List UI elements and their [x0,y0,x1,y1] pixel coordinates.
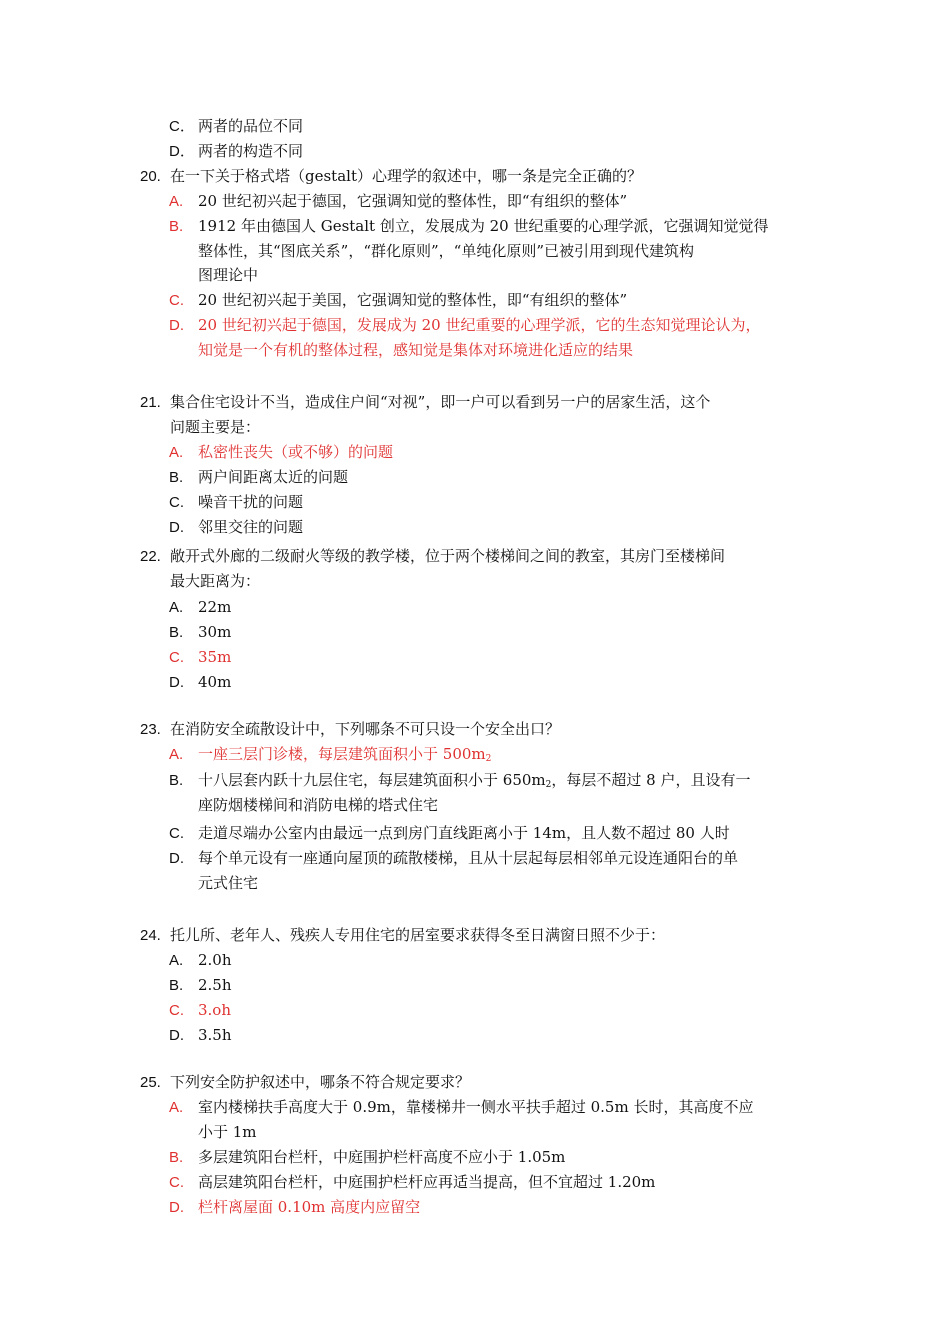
option-label: C． [169,118,195,135]
question-number: 23. [140,721,161,738]
answer-option [169,116,303,137]
option-text: 2.5h [198,976,232,994]
option-text: 35m [198,648,232,666]
option-text: 高层建筑阳台栏杆，中庭围护栏杆应再适当提高，但不宜超过 1.20m [198,1173,656,1191]
option-text: 40m [198,673,232,691]
option-label: A. [169,1099,184,1116]
answer-option [169,1147,565,1168]
option-label: D. [169,850,184,867]
option-label: C. [169,825,184,842]
question-text: 最大距离为： [170,572,261,590]
option-text: 每个单元设有一座通向屋顶的疏散楼梯，且从十层起每层相邻单元设连通阳台的单 [198,849,739,867]
answer-option [169,315,760,336]
option-text: 多层建筑阳台栏杆，中庭围护栏杆高度不应小于 1.05m [198,1148,566,1166]
option-label: B. [169,218,184,235]
question-text: 在一下关于格式塔（gestalt）心理学的叙述中，哪一条是完全正确的？ [170,167,642,185]
answer-option [169,191,627,212]
question-number: 25. [140,1074,161,1091]
option-continuation: 图理论中 [198,266,259,284]
answer-option [169,1197,420,1218]
option-label: A. [169,193,184,210]
option-label: A. [169,952,184,969]
question-line [140,1072,470,1093]
answer-option [169,290,627,311]
question-line [140,925,665,946]
option-text: 20 世纪初兴起于美国，它强调知觉的整体性，即“有组织的整体” [198,291,628,309]
option-label: D. [169,1199,184,1216]
answer-option [169,975,232,996]
question-text: 托儿所、老年人、残疾人专用住宅的居室要求获得冬至日满窗日照不少于： [170,926,666,944]
option-text-after: ，每层不超过 8 户，且设有一 [551,771,751,789]
option-text: 2.0h [198,951,232,969]
option-text: 20 世纪初兴起于德国，它强调知觉的整体性，即“有组织的整体” [198,192,628,210]
question-line [140,392,710,413]
answer-option [169,1025,232,1046]
option-label: C. [169,1174,184,1191]
question-number: 20. [140,168,161,185]
answer-option [169,823,730,844]
option-text: 栏杆离屋面 0.10m 高度内应留空 [198,1198,421,1216]
option-text: 十八层套内跃十九层住宅，每层建筑面积小于 650m [198,771,546,789]
option-label: A. [169,599,184,616]
answer-option [169,1097,753,1118]
question-continuation [140,417,260,437]
answer-option [169,770,750,795]
question-line [140,166,642,187]
question-text: 敞开式外廊的二级耐火等级的教学楼，位于两个楼梯间之间的教室，其房门至楼梯间 [170,547,726,565]
subscript: 2 [545,780,552,790]
option-text: 噪音干扰的问题 [198,493,304,511]
option-label: C. [169,494,184,511]
answer-option [169,517,303,538]
answer-option [169,848,738,869]
option-text: 1912 年由德国人 Gestalt 创立，发展成为 20 世纪重要的心理学派，它强调知觉觉得 [198,217,769,235]
option-label: B. [169,772,184,789]
question-continuation [140,571,260,591]
answer-option [169,597,231,618]
option-text: 两户间距离太近的问题 [198,468,349,486]
option-text: 走道尽端办公室内由最远一点到房门直线距离小于 14m，且人数不超过 80 人时 [198,824,730,842]
option-continuation: 小于 1m [198,1123,257,1141]
option-label: D. [169,674,184,691]
answer-option [169,950,232,971]
answer-option [169,744,491,769]
option-text: 22m [198,598,232,616]
option-label: D. [169,317,184,334]
answer-option [169,1172,655,1193]
option-continuation: 元式住宅 [198,874,259,892]
option-text: 一座三层门诊楼，每层建筑面积小于 500m [198,745,486,763]
answer-option [169,672,231,693]
option-continuation: 座防烟楼梯间和消防电梯的塔式住宅 [198,796,439,814]
option-text: 3.5h [198,1026,232,1044]
option-label: D． [169,143,195,160]
option-label: A. [169,746,184,763]
question-line [140,546,725,567]
question-line [140,719,560,740]
option-label: B. [169,1149,184,1166]
question-text: 集合住宅设计不当，造成住户间“对视”，即一户可以看到另一户的居家生活，这个 [170,393,711,411]
option-text: 室内楼梯扶手高度大于 0.9m，靠楼梯井一侧水平扶手超过 0.5m 长时，其高度不应 [198,1098,754,1116]
option-label: C. [169,649,184,666]
answer-option [169,647,231,668]
option-text: 20 世纪初兴起于德国，发展成为 20 世纪重要的心理学派，它的生态知觉理论认为， [198,316,761,334]
answer-option [169,492,303,513]
option-label: C. [169,292,184,309]
question-text: 问题主要是： [170,418,261,436]
option-text: 两者的品位不同 [198,117,304,135]
option-label: B. [169,624,184,641]
option-text: 两者的构造不同 [198,142,304,160]
option-text: 邻里交往的问题 [198,518,304,536]
answer-option [169,1000,231,1021]
option-continuation: 整体性，其“图底关系”，“群化原则”，“单纯化原则”已被引用到现代建筑构 [198,242,695,260]
option-text: 私密性丧失（或不够）的问题 [198,443,394,461]
option-label: B. [169,977,184,994]
answer-option [169,216,768,237]
answer-option [169,141,303,162]
answer-option [169,442,393,463]
question-text: 在消防安全疏散设计中，下列哪条不可只设一个安全出口？ [170,720,561,738]
question-number: 21. [140,394,161,411]
question-number: 24. [140,927,161,944]
question-text: 下列安全防护叙述中，哪条不符合规定要求？ [170,1073,471,1091]
option-text: 3.oh [198,1001,232,1019]
option-label: D. [169,519,184,536]
answer-option [169,622,231,643]
subscript: 2 [485,754,492,764]
option-label: A. [169,444,184,461]
option-label: D. [169,1027,184,1044]
answer-option [169,467,348,488]
question-number: 22. [140,548,161,565]
option-continuation: 知觉是一个有机的整体过程，感知觉是集体对环境进化适应的结果 [198,341,634,359]
option-text: 30m [198,623,232,641]
option-label: C. [169,1002,184,1019]
option-label: B. [169,469,184,486]
